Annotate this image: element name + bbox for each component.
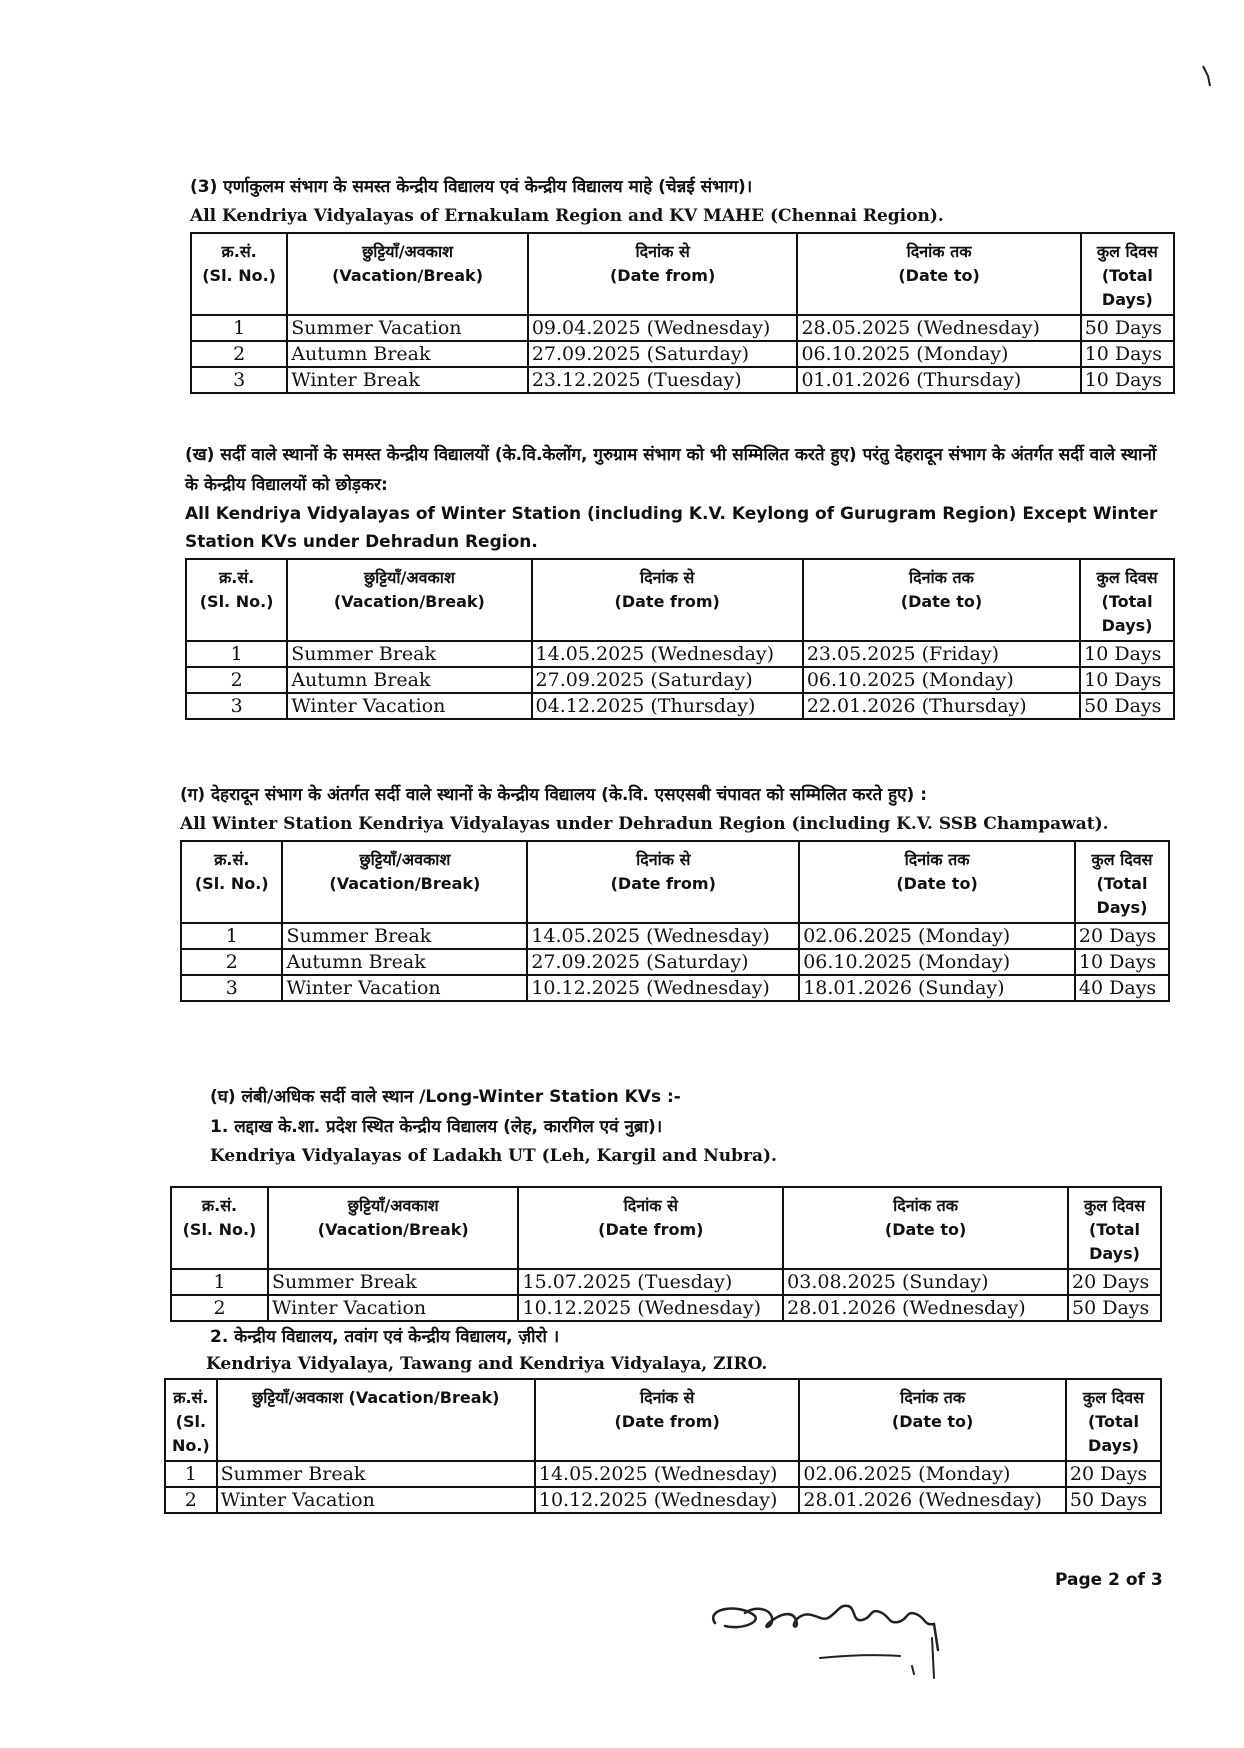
section-title-hindi: (ग) देहरादून संभाग के अंतर्गत सर्दी वाले स्थानों के केन्द्रीय विद्यालय (के.वि. एसएसबी चंपावत को सम्मिलित करते हुए) : [180,785,928,805]
section-title-english: All Winter Station Kendriya Vidyalayas under Dehradun Region (including K.V. SSB Champawat). [180,814,1109,834]
table-row: 2 Autumn Break 27.09.2025 (Saturday) 06.10.2025 (Monday) 10 Days [191,341,1174,367]
header-vacation: छुट्टियाँ/अवकाश (Vacation/Break) [287,559,531,641]
header-vacation: छुट्टियाँ/अवकाश (Vacation/Break) [282,841,527,923]
header-total-days: कुल दिवस (Total Days) [1066,1379,1161,1461]
table-row: 1 Summer Break 14.05.2025 (Wednesday) 23.05.2025 (Friday) 10 Days [186,641,1174,667]
table-row: 1 Summer Break 14.05.2025 (Wednesday) 02.06.2025 (Monday) 20 Days [165,1461,1161,1487]
table-row: 2 Autumn Break 27.09.2025 (Saturday) 06.10.2025 (Monday) 10 Days [186,667,1174,693]
header-sl: क्र.सं. (Sl. No.) [171,1187,268,1269]
section-long-winter [170,1082,1162,1514]
header-sl: क्र.सं. (Sl. No.) [186,559,287,641]
header-total-days: कुल दिवस (Total Days) [1080,559,1174,641]
vacation-table [164,1378,1162,1514]
section-winter-station [185,440,1175,720]
table-row: 3 Winter Break 23.12.2025 (Tuesday) 01.01.2026 (Thursday) 10 Days [191,367,1174,393]
vacation-table [180,840,1170,1002]
table-row: 3 Winter Vacation 04.12.2025 (Thursday) 22.01.2026 (Thursday) 50 Days [186,693,1174,719]
header-date-to: दिनांक तक (Date to) [797,233,1080,315]
header-date-from: दिनांक से (Date from) [518,1187,783,1269]
vacation-table [190,232,1175,394]
section-title-english: All Kendriya Vidyalayas of Winter Station (including K.V. Keylong of Gurugram Region) Except Winter Station KVs under Dehradun Region. [185,504,1158,552]
section-dehradun [180,780,1170,1002]
header-date-from: दिनांक से (Date from) [535,1379,799,1461]
header-vacation: छुट्टियाँ/अवकाश (Vacation/Break) [287,233,528,315]
header-sl: क्र.सं. (Sl. No.) [181,841,282,923]
header-date-to: दिनांक तक (Date to) [799,841,1075,923]
page-number: Page 2 of 3 [1055,1570,1163,1590]
table-row: 2 Winter Vacation 10.12.2025 (Wednesday) 28.01.2026 (Wednesday) 50 Days [165,1487,1161,1513]
section-title: (घ) लंबी/अधिक सर्दी वाले स्थान /Long-Winter Station KVs :- [210,1087,681,1107]
section-title-hindi: (3) एर्णाकुलम संभाग के समस्त केन्द्रीय विद्यालय एवं केन्द्रीय विद्यालय माहे (चेन्नई संभाग)। [190,177,753,197]
subsection-title-hindi: 1. लद्दाख के.शा. प्रदेश स्थित केन्द्रीय विद्यालय (लेह, कारगिल एवं नुब्रा)। [210,1117,663,1137]
section-title-hindi: (ख) सर्दी वाले स्थानों के समस्त केन्द्रीय विद्यालयों (के.वि.केलोंग, गुरुग्राम संभाग को भी सम्मिलित करते हुए) परंतु देहरादून संभाग के अंतर्गत सर्दी वाले स्थानों के केन्द्रीय विद्यालयों को छोड़कर: [185,445,1157,495]
header-total-days: कुल दिवस (Total Days) [1075,841,1169,923]
table-row: 1 Summer Vacation 09.04.2025 (Wednesday) 28.05.2025 (Wednesday) 50 Days [191,315,1174,341]
subsection-title-english: Kendriya Vidyalayas of Ladakh UT (Leh, Kargil and Nubra). [210,1146,777,1166]
header-date-from: दिनांक से (Date from) [527,841,799,923]
section-ernakulam [190,172,1175,394]
header-date-to: दिनांक तक (Date to) [799,1379,1066,1461]
table-row: 1 Summer Break 15.07.2025 (Tuesday) 03.08.2025 (Sunday) 20 Days [171,1269,1161,1295]
scan-mark-icon [1200,62,1214,88]
header-total-days: कुल दिवस (Total Days) [1068,1187,1161,1269]
header-date-to: दिनांक तक (Date to) [803,559,1080,641]
table-row: 2 Autumn Break 27.09.2025 (Saturday) 06.10.2025 (Monday) 10 Days [181,949,1169,975]
signature-image [700,1578,1000,1688]
header-sl: क्र.सं. (Sl. No.) [191,233,287,315]
header-date-to: दिनांक तक (Date to) [783,1187,1068,1269]
table-row: 2 Winter Vacation 10.12.2025 (Wednesday) 28.01.2026 (Wednesday) 50 Days [171,1295,1161,1321]
header-vacation: छुट्टियाँ/अवकाश (Vacation/Break) [217,1379,535,1461]
header-sl: क्र.सं. (Sl. No.) [165,1379,217,1461]
subsection-title-hindi: 2. केन्द्रीय विद्यालय, तवांग एवं केन्द्रीय विद्यालय, ज़ीरो । [210,1327,560,1347]
header-vacation: छुट्टियाँ/अवकाश (Vacation/Break) [268,1187,519,1269]
vacation-table [185,558,1175,720]
table-row: 1 Summer Break 14.05.2025 (Wednesday) 02.06.2025 (Monday) 20 Days [181,923,1169,949]
header-total-days: कुल दिवस (Total Days) [1081,233,1174,315]
header-date-from: दिनांक से (Date from) [528,233,798,315]
header-date-from: दिनांक से (Date from) [532,559,803,641]
subsection-title-english: Kendriya Vidyalaya, Tawang and Kendriya Vidyalaya, ZIRO. [206,1354,768,1374]
table-row: 3 Winter Vacation 10.12.2025 (Wednesday) 18.01.2026 (Sunday) 40 Days [181,975,1169,1001]
section-title-english: All Kendriya Vidyalayas of Ernakulam Region and KV MAHE (Chennai Region). [190,206,944,226]
vacation-table [170,1186,1162,1322]
